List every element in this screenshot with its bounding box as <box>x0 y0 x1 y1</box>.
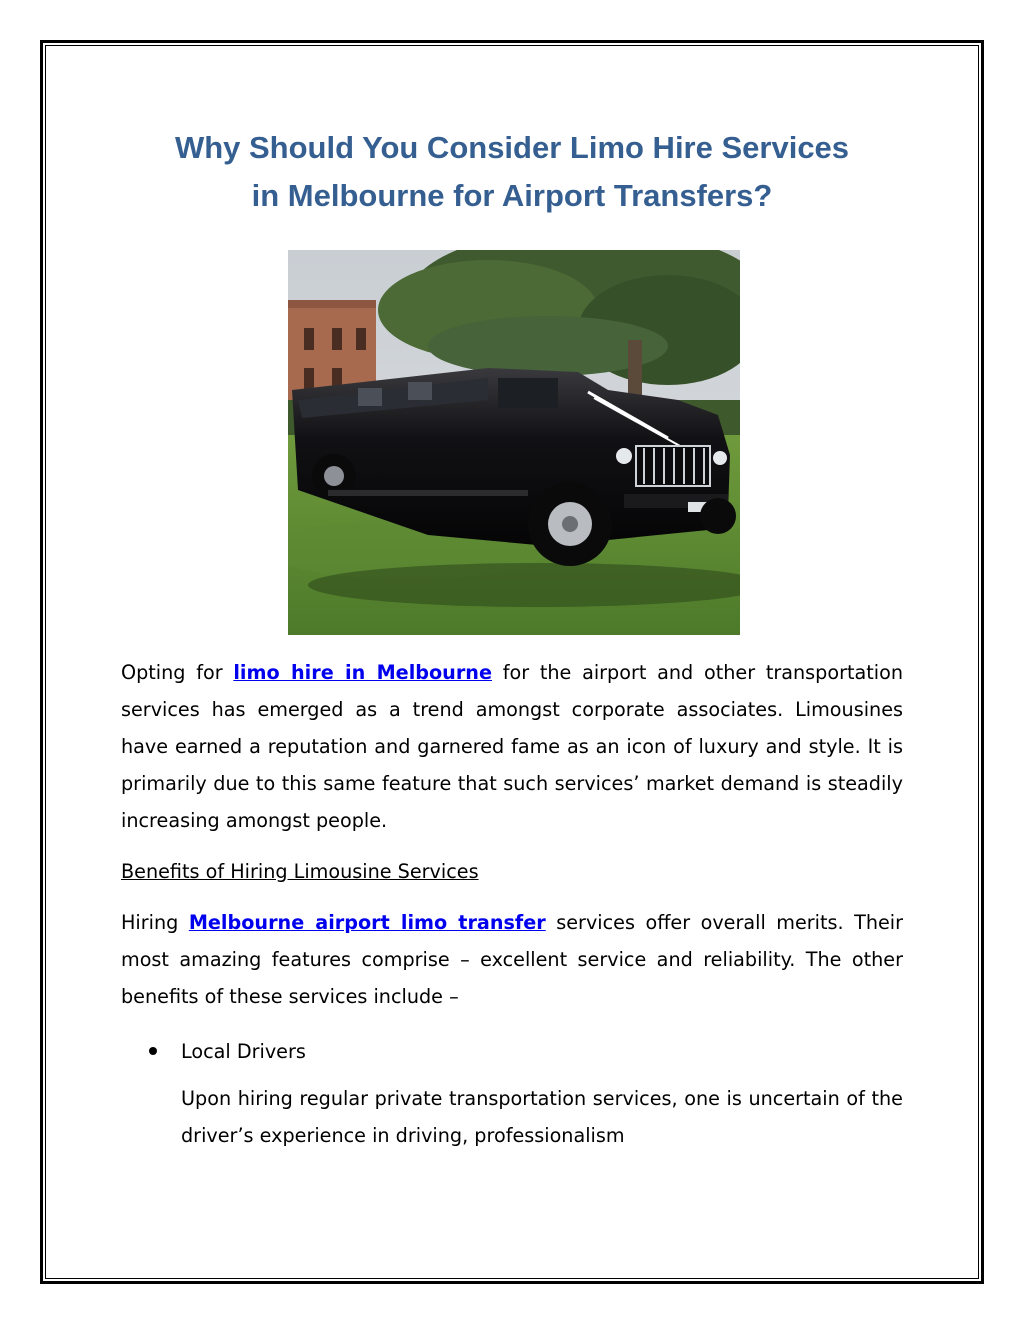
intro-paragraph <box>121 654 903 839</box>
title-line-1: Why Should You Consider Limo Hire Services <box>174 130 850 165</box>
melbourne-airport-limo-transfer-link[interactable]: Melbourne airport limo transfer <box>188 911 546 934</box>
limo-hire-melbourne-link[interactable]: limo hire in Melbourne <box>233 661 492 684</box>
title-line-2: in Melbourne for Airport Transfers? <box>251 178 773 213</box>
list-item <box>121 1033 903 1070</box>
bullet-icon <box>149 1047 157 1055</box>
benefits-list <box>121 1033 903 1070</box>
article-body <box>121 654 903 1154</box>
document-title <box>100 124 924 220</box>
benefits-text-after: services offer overall merits. Their most amazing features comprise – excellent service and reliability. The other benefits of these services include – <box>121 911 904 1008</box>
bullet-description: Upon hiring regular private transportation services, one is uncertain of the driver’s experience in driving, professionalism <box>181 1087 903 1147</box>
benefits-text-before: Hiring <box>121 911 189 934</box>
intro-text-before: Opting for <box>121 661 234 684</box>
benefits-subheading: Benefits of Hiring Limousine Services <box>121 860 479 883</box>
bullet-label: Local Drivers <box>181 1040 306 1063</box>
benefits-paragraph <box>121 904 903 1015</box>
limousine-photo <box>288 250 740 635</box>
intro-text-after: for the airport and other transportation services has emerged as a trend amongst corporate associates. Limousines have earned a reputation and garnered fame as an icon of luxury and style. It is primarily due to this same feature that such services’ market demand is steadily increasing amongst people. <box>121 661 903 832</box>
